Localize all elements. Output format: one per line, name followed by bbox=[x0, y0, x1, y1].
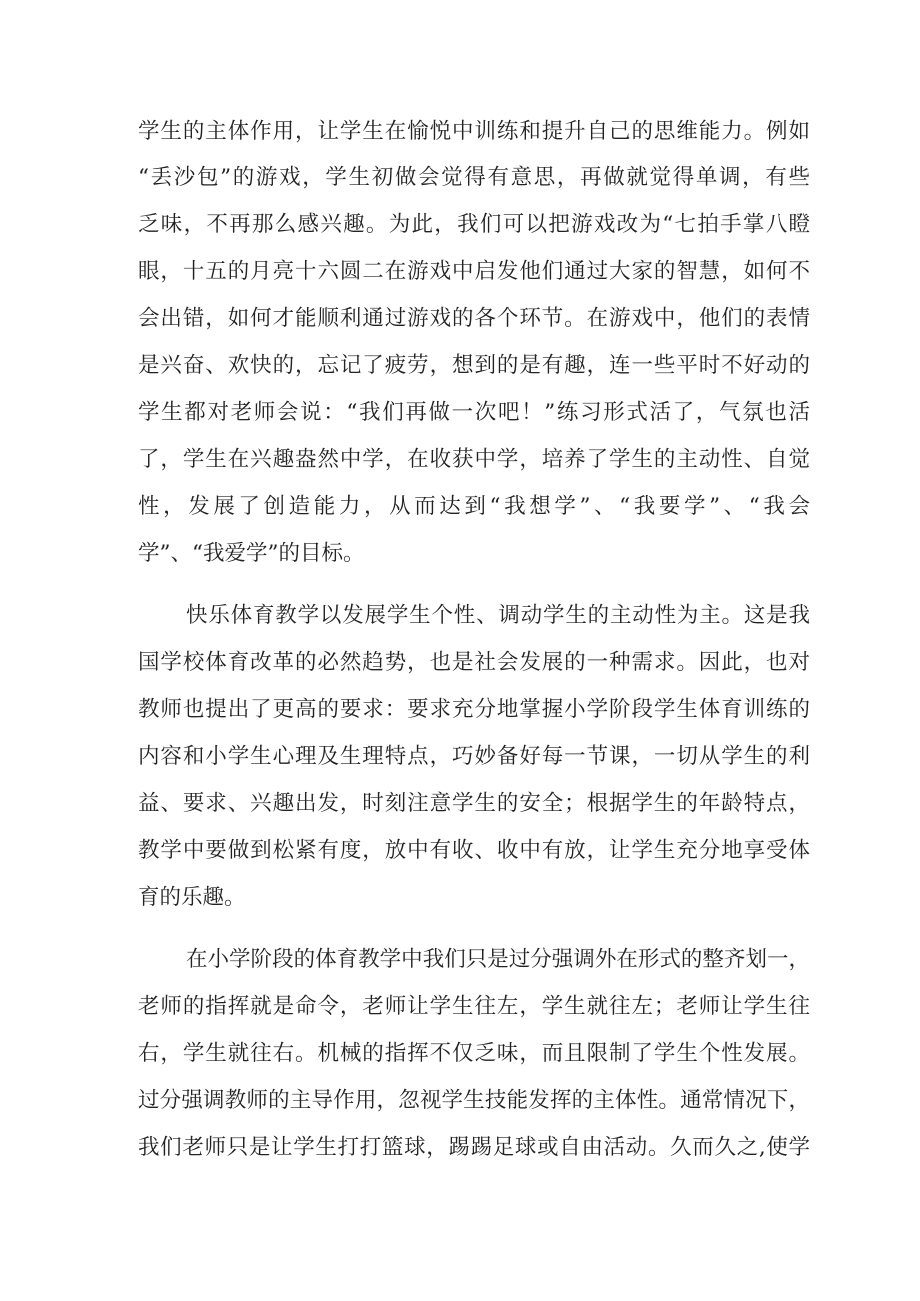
paragraph-1-line-6: 是兴奋、欢快的，忘记了疲劳，想到的是有趣，连一些平时不好动的 bbox=[138, 353, 810, 378]
paragraph-3-line-3: 右，学生就往右。机械的指挥不仅乏味，而且限制了学生个性发展。 bbox=[138, 1041, 810, 1066]
paragraph-1-line-9: 性，发展了创造能力，从而达到“我想学”、“我要学”、“我会 bbox=[138, 494, 810, 519]
paragraph-3-line-1: 在小学阶段的体育教学中我们只是过分强调外在形式的整齐划一， bbox=[186, 947, 810, 972]
paragraph-1-line-2: “丢沙包”的游戏，学生初做会觉得有意思，再做就觉得单调，有些 bbox=[138, 165, 810, 190]
paragraph-2-line-4: 内容和小学生心理及生理特点，巧妙备好每一节课，一切从学生的利 bbox=[138, 744, 810, 769]
paragraph-2-line-7: 育的乐趣。 bbox=[138, 885, 246, 910]
paragraph-1-line-1: 学生的主体作用，让学生在愉悦中训练和提升自己的思维能力。例如 bbox=[138, 119, 810, 144]
paragraph-3-line-5: 我们老师只是让学生打打篮球，踢踢足球或自由活动。久而久之,使学 bbox=[138, 1135, 810, 1160]
paragraph-3-line-4: 过分强调教师的主导作用，忽视学生技能发挥的主体性。通常情况下， bbox=[138, 1088, 810, 1113]
paragraph-1-line-5: 会出错，如何才能顺利通过游戏的各个环节。在游戏中，他们的表情 bbox=[138, 306, 810, 331]
paragraph-2-line-1: 快乐体育教学以发展学生个性、调动学生的主动性为主。这是我 bbox=[186, 603, 810, 628]
paragraph-1-line-8: 了，学生在兴趣盎然中学，在收获中学，培养了学生的主动性、自觉 bbox=[138, 447, 810, 472]
paragraph-2-line-6: 教学中要做到松紧有度，放中有收、收中有放，让学生充分地享受体 bbox=[138, 838, 810, 863]
paragraph-1-line-3: 乏味，不再那么感兴趣。为此，我们可以把游戏改为“七拍手掌八瞪 bbox=[138, 212, 810, 237]
paragraph-1-line-4: 眼，十五的月亮十六圆二在游戏中启发他们通过大家的智慧，如何不 bbox=[138, 259, 810, 284]
paragraph-1-line-7: 学生都对老师会说：“我们再做一次吧！”练习形式活了，气氛也活 bbox=[138, 400, 810, 425]
paragraph-2-line-2: 国学校体育改革的必然趋势，也是社会发展的一种需求。因此，也对 bbox=[138, 650, 810, 675]
paragraph-2-line-5: 益、要求、兴趣出发，时刻注意学生的安全；根据学生的年龄特点， bbox=[138, 791, 810, 816]
paragraph-2-line-3: 教师也提出了更高的要求：要求充分地掌握小学阶段学生体育训练的 bbox=[138, 697, 810, 722]
paragraph-3-line-2: 老师的指挥就是命令，老师让学生往左，学生就往左；老师让学生往 bbox=[138, 994, 810, 1019]
paragraph-1-line-10: 学”、“我爱学”的目标。 bbox=[138, 541, 365, 566]
